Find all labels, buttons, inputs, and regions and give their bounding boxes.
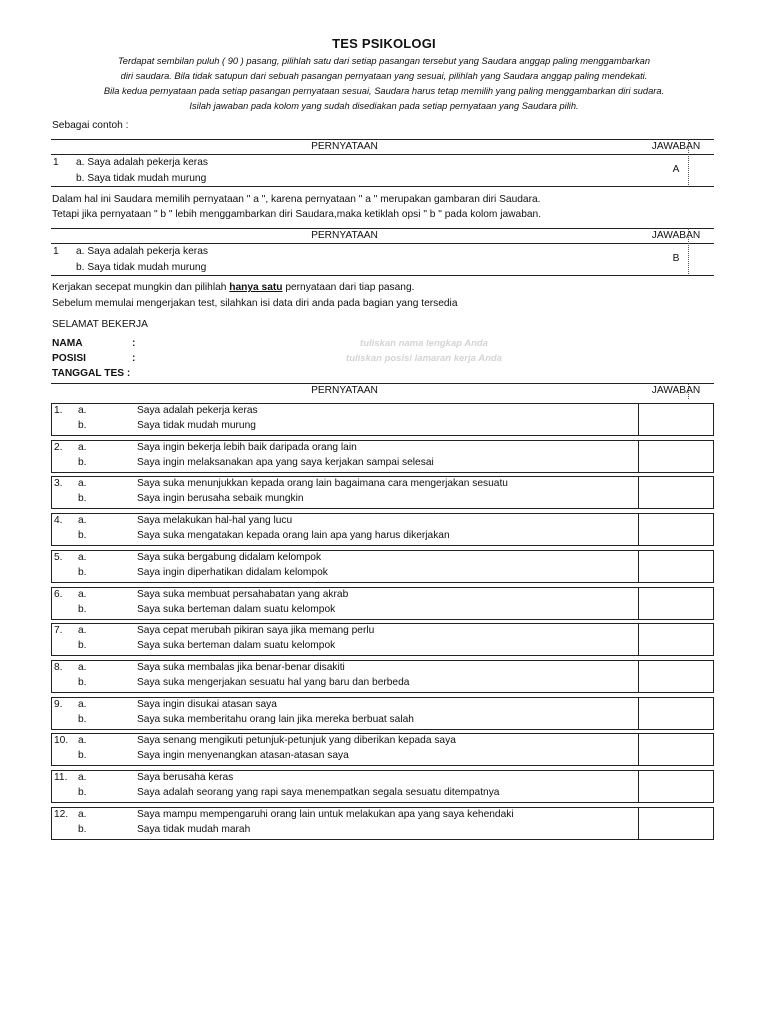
- header-statement: PERNYATAAN: [311, 385, 378, 396]
- question-row: [51, 733, 714, 766]
- statement-a: Saya melakukan hal-hal yang lucu: [137, 515, 293, 526]
- question-row: [51, 587, 714, 620]
- option-a-label: a.: [78, 589, 87, 600]
- option-b-label: b.: [78, 567, 87, 578]
- explanation-line: Tetapi jika pernyataan " b " lebih menggambarkan diri Saudara,maka ketiklah opsi " b " pada kolom jawaban.: [52, 209, 542, 220]
- answer-cell[interactable]: [639, 624, 713, 655]
- statement-b: Saya ingin menyenangkan atasan-atasan saya: [137, 750, 349, 761]
- option-b-label: b.: [78, 640, 87, 651]
- statement-b: Saya tidak mudah marah: [137, 824, 251, 835]
- example-option-b: b. Saya tidak mudah murung: [76, 173, 207, 184]
- header-answer: JAWABAN: [651, 230, 701, 241]
- name-hint[interactable]: tuliskan nama lengkap Anda: [360, 338, 488, 349]
- instruction-emphasis: hanya satu: [229, 282, 283, 293]
- intro-line: Bila kedua pernyataan pada setiap pasangan pernyataan sesuai, Saudara harus tetap memilih yang paling menggambarkan diri sudara.: [103, 86, 665, 96]
- question-row: [51, 623, 714, 656]
- statement-a: Saya ingin bekerja lebih baik daripada orang lain: [137, 442, 357, 453]
- statement-b: Saya suka mengatakan kepada orang lain apa yang harus dikerjakan: [137, 530, 450, 541]
- statement-b: Saya tidak mudah murung: [137, 420, 256, 431]
- option-a-label: a.: [78, 478, 87, 489]
- position-hint[interactable]: tuliskan posisi lamaran kerja Anda: [346, 353, 502, 364]
- date-label: TANGGAL TES :: [52, 368, 131, 379]
- question-row: [51, 660, 714, 693]
- greeting: SELAMAT BEKERJA: [52, 319, 148, 330]
- question-row: [51, 770, 714, 803]
- question-row: [51, 403, 714, 436]
- intro-line: diri saudara. Bila tidak satupun dari sebuah pasangan pernyataan yang sesuai, pilihlah yang Saudara anggap paling mendekati.: [120, 71, 648, 81]
- statement-a: Saya suka bergabung didalam kelompok: [137, 552, 322, 563]
- answer-cell[interactable]: [639, 514, 713, 545]
- answer-cell[interactable]: [639, 808, 713, 839]
- statement-b: Saya ingin melaksanakan apa yang saya kerjakan sampai selesai: [137, 457, 434, 468]
- answer-cell[interactable]: [639, 551, 713, 582]
- instruction-text: pernyataan dari tiap pasang.: [282, 282, 415, 293]
- position-label: POSISI: [52, 353, 86, 364]
- option-a-label: a.: [78, 552, 87, 563]
- option-a-label: a.: [78, 735, 87, 746]
- questions-header: [51, 383, 714, 399]
- answer-cell[interactable]: [639, 588, 713, 619]
- option-a-label: a.: [78, 515, 87, 526]
- header-statement: PERNYATAAN: [311, 141, 378, 152]
- statement-a: Saya cepat merubah pikiran saya jika memang perlu: [137, 625, 375, 636]
- page-title: TES PSIKOLOGI: [332, 36, 436, 51]
- answer-cell[interactable]: [639, 404, 713, 435]
- question-number: 7.: [54, 625, 63, 636]
- instruction-text: Kerjakan secepat mungkin dan pilihlah: [52, 282, 230, 293]
- example-number: 1: [53, 157, 59, 168]
- option-a-label: a.: [78, 772, 87, 783]
- position-colon: :: [132, 353, 136, 364]
- option-b-label: b.: [78, 714, 87, 725]
- option-a-label: a.: [78, 699, 87, 710]
- statement-a: Saya suka menunjukkan kepada orang lain bagaimana cara mengerjakan sesuatu: [137, 478, 508, 489]
- option-b-label: b.: [78, 493, 87, 504]
- option-b-label: b.: [78, 677, 87, 688]
- intro-line: Terdapat sembilan puluh ( 90 ) pasang, pilihlah satu dari setiap pasangan tersebut yang Saudara anggap paling menggambarkan: [117, 56, 650, 66]
- statement-b: Saya suka berteman dalam suatu kelompok: [137, 640, 336, 651]
- example-table-2: [51, 228, 714, 276]
- header-statement: PERNYATAAN: [311, 230, 378, 241]
- option-a-label: a.: [78, 405, 87, 416]
- option-a-label: a.: [78, 809, 87, 820]
- statement-a: Saya senang mengikuti petunjuk-petunjuk yang diberikan kepada saya: [137, 735, 456, 746]
- date-field[interactable]: [52, 368, 130, 379]
- name-label: NAMA: [52, 338, 83, 349]
- statement-b: Saya ingin diperhatikan didalam kelompok: [137, 567, 328, 578]
- statement-b: Saya suka memberitahu orang lain jika mereka berbuat salah: [137, 714, 414, 725]
- option-b-label: b.: [78, 530, 87, 541]
- statement-a: Saya adalah pekerja keras: [137, 405, 258, 416]
- question-number: 1.: [54, 405, 63, 416]
- question-number: 11.: [54, 772, 68, 783]
- option-a-label: a.: [78, 625, 87, 636]
- example-option-b: b. Saya tidak mudah murung: [76, 262, 207, 273]
- question-row: [51, 807, 714, 840]
- question-row: [51, 476, 714, 509]
- intro-line: Isilah jawaban pada kolom yang sudah disediakan pada setiap pernyataan yang Saudara pilih.: [189, 101, 579, 111]
- statement-a: Saya berusaha keras: [137, 772, 234, 783]
- question-row: [51, 697, 714, 730]
- option-a-label: a.: [78, 442, 87, 453]
- option-b-label: b.: [78, 787, 87, 798]
- statement-b: Saya suka berteman dalam suatu kelompok: [137, 604, 336, 615]
- header-answer: JAWABAN: [651, 385, 701, 396]
- instruction-line-2: Sebelum memulai mengerjakan test, silahkan isi data diri anda pada bagian yang tersedia: [52, 298, 458, 309]
- example-answer: A: [672, 164, 680, 175]
- example-table-1: [51, 139, 714, 187]
- question-row: [51, 550, 714, 583]
- example-option-a: a. Saya adalah pekerja keras: [76, 246, 208, 257]
- header-answer: JAWABAN: [651, 141, 701, 152]
- question-number: 10.: [54, 735, 69, 746]
- example-answer: B: [672, 253, 680, 264]
- question-number: 3.: [54, 478, 63, 489]
- explanation-line: Dalam hal ini Saudara memilih pernyataan " a ", karena pernyataan " a " merupakan gambaran diri Saudara.: [52, 194, 541, 205]
- question-number: 12.: [54, 809, 69, 820]
- example-number: 1: [53, 246, 59, 257]
- question-number: 9.: [54, 699, 63, 710]
- statement-a: Saya mampu mempengaruhi orang lain untuk melakukan apa yang saya kehendaki: [137, 809, 514, 820]
- instruction-line-1: [52, 282, 414, 293]
- question-number: 6.: [54, 589, 63, 600]
- answer-cell[interactable]: [639, 771, 713, 802]
- option-b-label: b.: [78, 604, 87, 615]
- answer-cell[interactable]: [639, 477, 713, 508]
- name-colon: :: [132, 338, 136, 349]
- option-a-label: a.: [78, 662, 87, 673]
- statement-b: Saya suka mengerjakan sesuatu hal yang baru dan berbeda: [137, 677, 410, 688]
- question-number: 4.: [54, 515, 63, 526]
- option-b-label: b.: [78, 750, 87, 761]
- question-number: 2.: [54, 442, 63, 453]
- answer-cell[interactable]: [639, 734, 713, 765]
- intro-text: [60, 54, 708, 114]
- option-b-label: b.: [78, 420, 87, 431]
- statement-a: Saya suka membuat persahabatan yang akrab: [137, 589, 349, 600]
- question-number: 8.: [54, 662, 63, 673]
- answer-cell[interactable]: [639, 698, 713, 729]
- statement-b: Saya adalah seorang yang rapi saya menempatkan segala sesuatu ditempatnya: [137, 787, 500, 798]
- option-b-label: b.: [78, 824, 87, 835]
- question-row: [51, 440, 714, 473]
- example-option-a: a. Saya adalah pekerja keras: [76, 157, 208, 168]
- statement-b: Saya ingin berusaha sebaik mungkin: [137, 493, 304, 504]
- question-number: 5.: [54, 552, 63, 563]
- question-row: [51, 513, 714, 546]
- answer-cell[interactable]: [639, 441, 713, 472]
- statement-a: Saya ingin disukai atasan saya: [137, 699, 277, 710]
- example-label: Sebagai contoh :: [52, 120, 129, 131]
- statement-a: Saya suka membalas jika benar-benar disakiti: [137, 662, 345, 673]
- answer-cell[interactable]: [639, 661, 713, 692]
- option-b-label: b.: [78, 457, 87, 468]
